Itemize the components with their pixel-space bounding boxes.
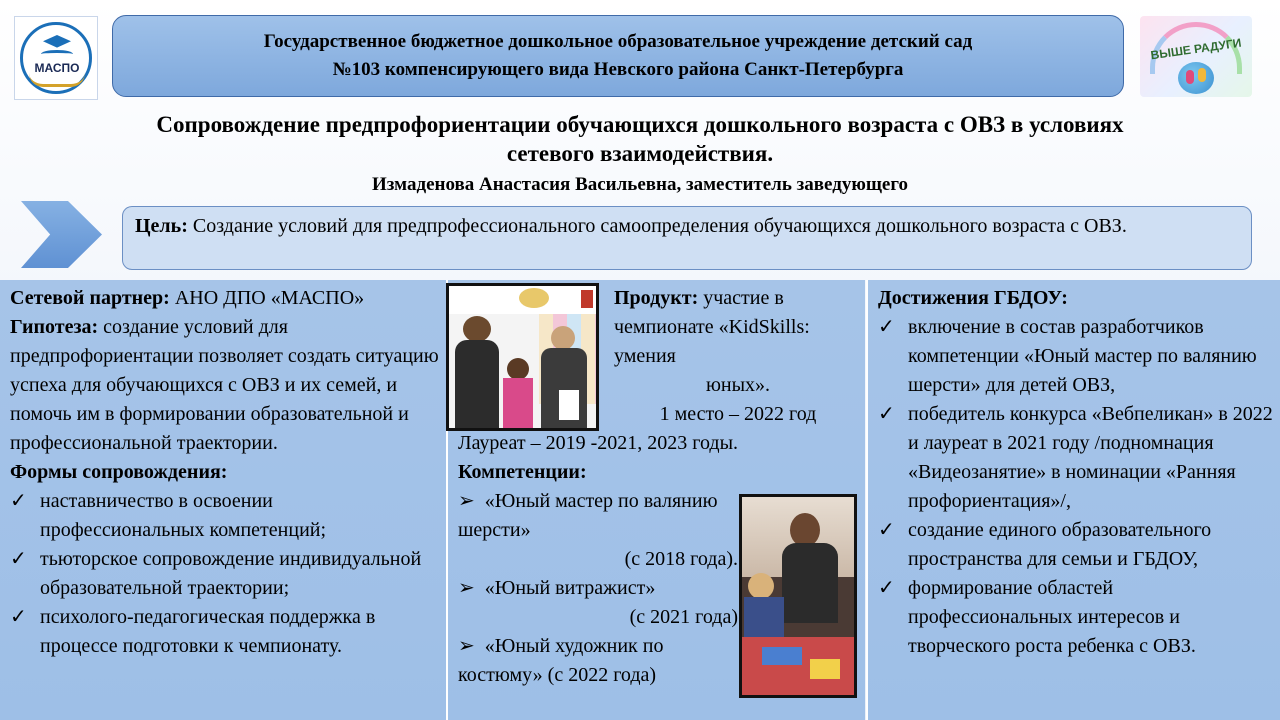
first-place: 1 место – 2022 год: [659, 403, 817, 425]
product-text: участие в чемпионате «KidSkills: умения: [614, 287, 810, 367]
check-icon: ✓: [10, 606, 27, 628]
list-item: [458, 487, 738, 545]
list-item: [878, 574, 1274, 661]
competency-name: «Юный художник по костюму»: [458, 635, 664, 686]
achievements-label: Достижения ГБДОУ:: [878, 287, 1068, 309]
maspo-logo: [14, 16, 98, 100]
check-icon: ✓: [10, 490, 27, 512]
presentation-title: [40, 110, 1240, 168]
book-icon: [41, 50, 73, 58]
achievement-item: победитель конкурса «Вебпеликан» в 2022 и лауреат в 2021 году /подномнация «Видеозанятие» в номинации «Ранняя профориентация»/,: [908, 403, 1273, 512]
list-item: [10, 603, 442, 661]
list-item: [458, 574, 738, 603]
list-item: [458, 632, 738, 690]
check-icon: ✓: [878, 519, 895, 541]
forms-label: Формы сопровождения:: [10, 461, 228, 483]
list-item: [878, 313, 1274, 400]
goal-label: Цель:: [135, 215, 188, 237]
goal-text: Создание условий для предпрофессионального самоопределения обучающихся дошкольного возраста с ОВЗ.: [192, 215, 1127, 237]
list-item: [10, 487, 442, 545]
competency-since: (с 2021 года): [629, 606, 738, 628]
institution-name-line2: №103 компенсирующего вида Невского района Санкт-Петербурга: [332, 59, 904, 80]
check-icon: ✓: [878, 403, 895, 425]
arrow-bullet-icon: ➢: [458, 490, 475, 512]
column-divider: [866, 280, 868, 720]
check-icon: ✓: [878, 577, 895, 599]
list-item: [878, 400, 1274, 516]
product-text-cont: юных».: [705, 374, 771, 396]
arrow-bullet-icon: ➢: [458, 635, 475, 657]
product-label: Продукт:: [614, 287, 699, 309]
competency-name: «Юный мастер по валянию шерсти»: [458, 490, 718, 541]
list-item: [878, 516, 1274, 574]
institution-name-line1: Государственное бюджетное дошкольное образовательное учреждение детский сад: [263, 31, 973, 52]
competencies-section: [458, 458, 738, 690]
partner-label: Сетевой партнер:: [10, 287, 170, 309]
achievement-item: формирование областей профессиональных интересов и творческого роста ребенка с ОВЗ.: [908, 577, 1196, 657]
competency-since: (с 2022 года): [547, 664, 657, 686]
goal-box: [122, 206, 1252, 270]
achievements-section: [878, 284, 1274, 661]
hypothesis-label: Гипотеза:: [10, 316, 99, 338]
vyshe-radugi-logo: [1140, 16, 1252, 97]
globe-icon: [1178, 62, 1214, 94]
achievement-item: включение в состав разработчиков компетенции «Юный мастер по валянию шерсти» для детей ОВЗ,: [908, 316, 1257, 396]
check-icon: ✓: [10, 548, 27, 570]
title-line2: сетевого взаимодействия.: [506, 141, 774, 166]
title-line1: Сопровождение предпрофориентации обучающихся дошкольного возраста с ОВЗ в условиях: [156, 112, 1124, 137]
form-item: психолого-педагогическая поддержка в процессе подготовки к чемпионату.: [40, 606, 376, 657]
list-item: [10, 545, 442, 603]
arrow-bullet-icon: ➢: [458, 577, 475, 599]
maspo-logo-text: МАСПО: [34, 61, 80, 75]
laureate-line: Лауреат – 2019 -2021, 2023 годы.: [458, 432, 739, 454]
workshop-photo: [739, 494, 857, 698]
competencies-label: Компетенции:: [458, 461, 587, 483]
achievement-item: создание единого образовательного пространства для семьи и ГБДОУ,: [908, 519, 1212, 570]
form-item: наставничество в освоении профессиональных компетенций;: [40, 490, 327, 541]
competency-since: (с 2018 года).: [624, 548, 738, 570]
competency-name: «Юный витражист»: [484, 577, 656, 599]
vyshe-radugi-logo-text: ВЫШЕ РАДУГИ: [1149, 35, 1243, 63]
institution-header: [112, 15, 1124, 97]
hypothesis-text: создание условий для предпрофориентации позволяет создать ситуацию успеха для обучающихся с ОВЗ и их семей, и помочь им в формировании образовательной и профессиональной траектории.: [10, 316, 439, 454]
partner-section: [10, 284, 442, 661]
check-icon: ✓: [878, 316, 895, 338]
form-item: тьюторское сопровождение индивидуальной образовательной траектории;: [40, 548, 422, 599]
product-section: [614, 284, 862, 429]
partner-value: АНО ДПО «МАСПО»: [174, 287, 365, 309]
author-line: Измаденова Анастасия Васильевна, заместитель заведующего: [372, 174, 908, 195]
chevron-right-icon: [21, 201, 102, 268]
championship-photo: [446, 283, 599, 431]
